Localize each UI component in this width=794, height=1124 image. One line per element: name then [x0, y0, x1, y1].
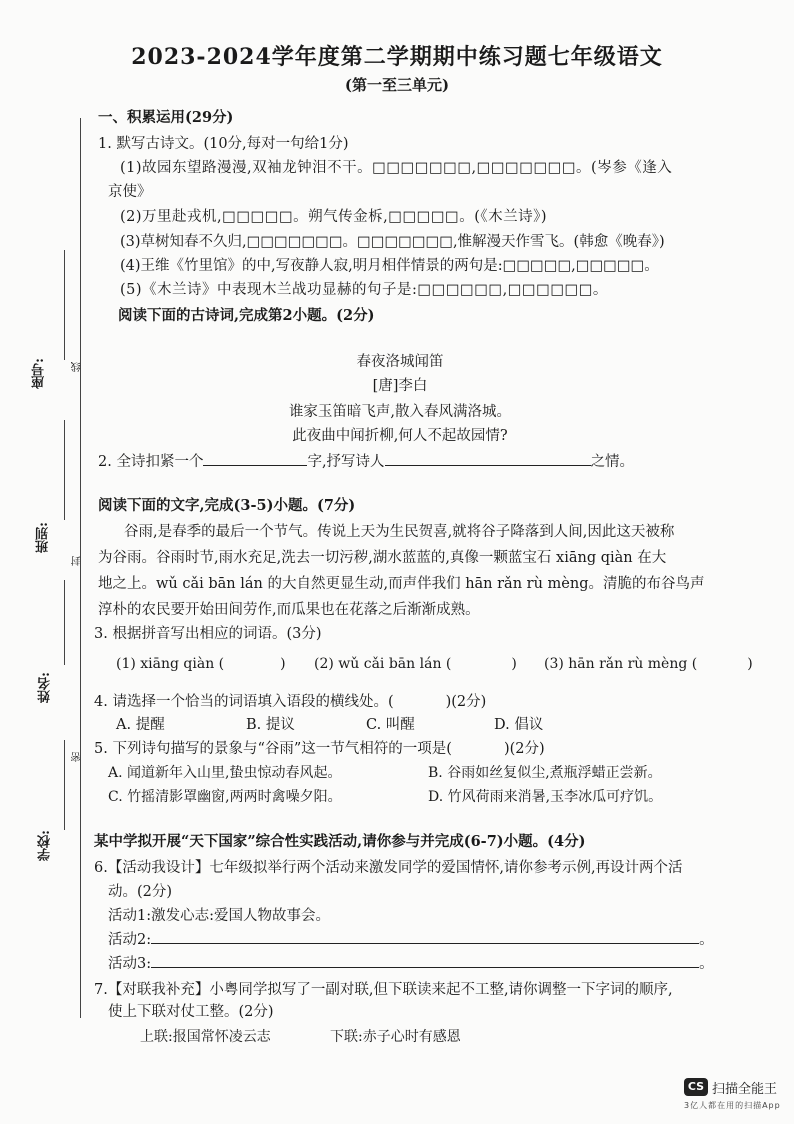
q4-option-b[interactable]: B. 提议	[246, 717, 295, 733]
q3-item-3-close: )	[747, 656, 753, 672]
q2-intro: 阅读下面的古诗词,完成第2小题。(2分)	[118, 307, 375, 324]
q5-option-c[interactable]: C. 竹摇清影罩幽窗,两两时禽噪夕阳。	[108, 789, 342, 805]
q3-item-1	[116, 656, 286, 672]
reading-intro: 阅读下面的文字,完成(3-5)小题。(7分)	[98, 497, 356, 514]
q1-item-3: (3)草树知春不久归,□□□□□□□。□□□□□□□,惟解漫天作雪飞。(韩愈《晚春》)	[120, 234, 665, 250]
q3-prompt: 3. 根据拼音写出相应的词语。(3分)	[94, 626, 322, 642]
q3-item-2	[314, 656, 517, 672]
q3-item-3	[544, 656, 753, 672]
q7-prompt-2: 使上下联对仗工整。(2分)	[108, 1004, 274, 1020]
q3-item-2-label: (2) wǔ cǎi bān lán (	[314, 656, 452, 672]
activity-3	[108, 952, 714, 973]
activity-2-label: 活动2:	[108, 932, 152, 948]
q3-item-2-close: )	[511, 656, 517, 672]
activity-3-blank[interactable]	[151, 953, 699, 968]
couplet-upper: 上联:报国常怀凌云志	[140, 1029, 271, 1045]
passage-line-3: 地之上。wǔ cǎi bān lán 的大自然更显生动,而声伴我们 hān rǎn rù mèng。清脆的布谷鸟声	[98, 576, 705, 592]
q5-option-a[interactable]: A. 闻道新年入山里,蛰虫惊动春风起。	[108, 765, 342, 781]
q5-option-b[interactable]: B. 谷雨如丝复似尘,煮瓶浮蜡正尝新。	[428, 765, 662, 781]
seat-underline	[64, 250, 65, 360]
name-label: 姓名:	[38, 672, 53, 703]
q6-prompt-1: 6.【活动我设计】七年级拟举行两个活动来激发同学的爱国情怀,请你参考示例,再设计两个活	[94, 860, 683, 876]
q7-prompt-1: 7.【对联我补充】小粤同学拟写了一副对联,但下联读来起不工整,请你调整一下字词的顺序,	[94, 982, 673, 998]
binding-mark-xian: 线	[72, 362, 83, 372]
q1-prompt: 1. 默写古诗文。(10分,每对一句给1分)	[98, 136, 349, 152]
q2-text-b: 字,抒写诗人	[307, 454, 385, 470]
binding-mark-mi: 密	[72, 752, 83, 762]
camscanner-logo: CS	[684, 1078, 708, 1096]
q3-item-1-label: (1) xiāng qiàn (	[116, 656, 225, 672]
camscanner-brand: 扫描全能王	[712, 1082, 778, 1097]
seat-label: 座号:	[32, 358, 47, 389]
q5-text: 5. 下列诗句描写的景象与“谷雨”这一节气相符的一项是(	[94, 741, 452, 757]
q2-blank-char[interactable]	[203, 451, 307, 466]
section-heading: 一、积累运用(29分)	[98, 109, 234, 126]
activity-2	[108, 928, 714, 949]
poem-line-2: 此夜曲中闻折柳,何人不起故园情?	[292, 428, 508, 444]
q5-option-d[interactable]: D. 竹风荷雨来消暑,玉李冰瓜可疗饥。	[428, 789, 663, 805]
q1-item-1-source: 京使》	[108, 184, 152, 200]
q5-tail: )(2分)	[503, 741, 545, 757]
q3-item-3-label: (3) hān rǎn rù mèng (	[544, 656, 698, 672]
activity-intro: 某中学拟开展“天下国家”综合性实践活动,请你参与并完成(6-7)小题。(4分)	[94, 833, 586, 850]
poem-line-1: 谁家玉笛暗飞声,散入春风满洛城。	[288, 404, 512, 420]
q1-item-4: (4)王维《竹里馆》的中,写夜静人寂,明月相伴情景的两句是:□□□□□,□□□□□。	[120, 258, 659, 274]
q1-item-5: (5)《木兰诗》中表现木兰战功显赫的句子是:□□□□□□,□□□□□□。	[120, 282, 608, 298]
q2-text-a: 2. 全诗扣紧一个	[98, 454, 204, 470]
class-underline	[64, 420, 65, 520]
q2-text-c: 之情。	[590, 454, 635, 470]
page-subtitle: (第一至三单元)	[344, 76, 450, 94]
activity-3-period: 。	[699, 956, 714, 972]
school-underline	[64, 740, 65, 830]
q6-prompt-2: 动。(2分)	[108, 884, 173, 900]
q4-tail: )(2分)	[445, 694, 487, 710]
passage-line-2: 为谷雨。谷雨时节,雨水充足,洗去一切污秽,湖水蓝蓝的,真像一颗蓝宝石 xiāng qiàn 在大	[98, 550, 667, 566]
activity-2-period: 。	[699, 932, 714, 948]
q2-blank-feeling[interactable]	[385, 451, 591, 466]
couplet-lower: 下联:赤子心时有感恩	[330, 1029, 461, 1045]
q4-prompt	[94, 690, 486, 711]
q4-text: 4. 请选择一个恰当的词语填入语段的横线处。(	[94, 694, 394, 710]
q2-question	[98, 450, 634, 471]
q5-prompt	[94, 737, 545, 758]
passage-line-1: 谷雨,是春季的最后一个节气。传说上天为生民贺喜,就将谷子降落到人间,因此这天被称	[124, 524, 675, 540]
binding-line	[80, 118, 81, 1018]
q1-item-1: (1)故园东望路漫漫,双袖龙钟泪不干。□□□□□□□,□□□□□□□。(岑参《逢入	[120, 160, 673, 176]
page-title: 2023-2024学年度第二学期期中练习题七年级语文	[131, 44, 663, 70]
q4-option-d[interactable]: D. 倡议	[494, 717, 544, 733]
school-label: 学校:	[38, 830, 53, 861]
poem-title: 春夜洛城闻笛	[356, 354, 444, 370]
q1-item-2: (2)万里赴戎机,□□□□□。朔气传金柝,□□□□□。(《木兰诗》)	[120, 209, 548, 225]
q4-option-c[interactable]: C. 叫醒	[366, 717, 415, 733]
passage-line-4: 淳朴的农民要开始田间劳作,而瓜果也在花落之后渐渐成熟。	[98, 602, 480, 618]
q4-option-a[interactable]: A. 提醒	[116, 717, 165, 733]
poem-author: [唐]李白	[372, 378, 428, 394]
name-underline	[64, 580, 65, 665]
activity-3-label: 活动3:	[108, 956, 152, 972]
class-label: 班别:	[36, 522, 51, 553]
camscanner-tagline: 3亿人都在用的扫描App	[684, 1101, 781, 1110]
activity-1: 活动1:激发心志:爱国人物故事会。	[108, 908, 330, 924]
q3-item-1-close: )	[280, 656, 286, 672]
activity-2-blank[interactable]	[151, 929, 699, 944]
binding-mark-feng: 封	[72, 556, 83, 566]
